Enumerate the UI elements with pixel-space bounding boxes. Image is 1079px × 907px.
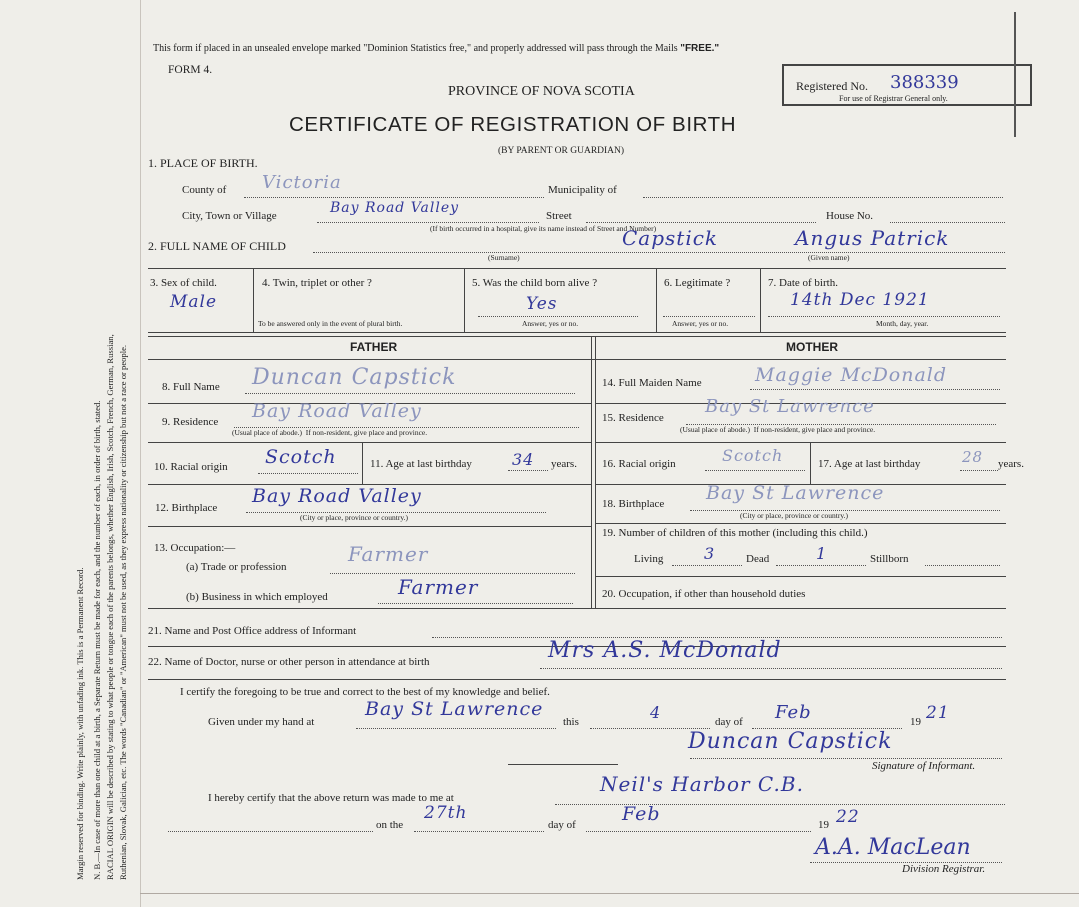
mother-racial-line: [705, 470, 805, 471]
given-under-label: Given under my hand at: [208, 716, 315, 728]
father-business-value: Farmer: [398, 575, 479, 599]
on-the-label: on the: [376, 819, 404, 831]
rule-separator: [508, 764, 618, 765]
registrar-year-value: 22: [836, 807, 860, 827]
mother-abode-note: [680, 425, 875, 434]
county-value: Victoria: [262, 172, 342, 193]
house-label: House No.: [826, 210, 874, 222]
page-subtitle: (BY PARENT OR GUARDIAN): [498, 146, 625, 156]
mother-age-label: 17. Age at last birthday: [818, 458, 921, 470]
this-label: this: [563, 716, 579, 728]
father-years-label: years.: [551, 458, 577, 470]
dob-line: [768, 316, 1000, 317]
city-value: Bay Road Valley: [330, 200, 460, 216]
rule-row3-c1: [253, 268, 254, 332]
margin-line-2: N. B.—In case of more than one child at a birth, a Separate Return must be made for each, and the number of each, in order of birth, stated.: [92, 400, 102, 880]
informant-signature-line: [690, 758, 1002, 759]
legit-line: [663, 316, 755, 317]
mail-notice-free: "FREE.": [680, 43, 720, 54]
given-caption: (Given name): [808, 253, 850, 262]
municipality-label: Municipality of: [548, 184, 617, 196]
certify-statement: I certify the foregoing to be true and correct to the best of my knowledge and belief.: [180, 686, 550, 698]
given-day-value: 4: [650, 703, 662, 722]
given-place-value: Bay St Lawrence: [365, 698, 544, 720]
registrar-year-prefix: 19: [818, 819, 829, 831]
mother-racial-value: Scotch: [722, 446, 784, 465]
rule-f2: [148, 442, 591, 443]
father-residence-label: 9. Residence: [162, 416, 219, 428]
father-birthplace-note: (City or place, province or country.): [300, 513, 409, 522]
dob-value: 14th Dec 1921: [790, 290, 930, 310]
mother-age-line: [960, 470, 998, 471]
father-racial-label: 10. Racial origin: [154, 461, 228, 473]
mother-residence-value: Bay St Lawrence: [705, 396, 875, 417]
father-business-label: (b) Business in which employed: [186, 591, 328, 603]
informant-signature: Duncan Capstick: [688, 729, 893, 754]
street-label: Street: [546, 210, 572, 222]
informant-label: 21. Name and Post Office address of Informant: [148, 625, 357, 637]
dead-line: [776, 565, 866, 566]
father-name-value: Duncan Capstick: [252, 365, 457, 390]
mother-birthplace-note: (City or place, province or country.): [740, 511, 849, 520]
house-line: [890, 222, 1005, 223]
rule-row3-c4: [760, 268, 761, 332]
margin-line-1: Margin reserved for binding. Write plainly, with unfading ink. This is a Permanent Record.: [75, 567, 85, 880]
given-month-value: Feb: [775, 702, 812, 723]
rule-parents-divider: [591, 336, 592, 608]
mother-birthplace-value: Bay St Lawrence: [706, 482, 885, 504]
father-abode-note: [232, 428, 427, 437]
doctor-label: 22. Name of Doctor, nurse or other person in attendance at birth: [148, 656, 430, 668]
legit-caption: Answer, yes or no.: [672, 319, 729, 328]
legit-label: 6. Legitimate ?: [664, 277, 731, 289]
registrar-caption: Division Registrar.: [902, 863, 986, 875]
father-birthplace-label: 12. Birthplace: [155, 502, 218, 514]
bottom-edge: [140, 893, 1079, 894]
mother-name-label: 14. Full Maiden Name: [602, 377, 702, 389]
place-of-birth-label: 1. PLACE OF BIRTH.: [148, 156, 258, 170]
alive-label: 5. Was the child born alive ?: [472, 277, 598, 289]
county-line: [244, 197, 544, 198]
mother-age-value: 28: [962, 448, 984, 466]
registered-label: Registered No.: [796, 79, 868, 93]
county-label: County of: [182, 184, 227, 196]
sex-label: 3. Sex of child.: [150, 277, 217, 289]
form-number: FORM 4.: [168, 64, 213, 76]
child-name-line: [313, 252, 1005, 253]
city-label: City, Town or Village: [182, 210, 277, 222]
father-trade-label: (a) Trade or profession: [186, 561, 287, 573]
registered-number: 388339: [890, 72, 959, 93]
father-occupation-label: 13. Occupation:—: [154, 542, 236, 554]
given-year-value: 21: [926, 703, 950, 723]
alive-caption: Answer, yes or no.: [522, 319, 579, 328]
stillborn-label: Stillborn: [870, 553, 909, 565]
hospital-note: (If birth occurred in a hospital, give its name instead of Street and Number): [430, 224, 657, 233]
mother-name-value: Maggie McDonald: [755, 364, 948, 386]
child-surname: Capstick: [622, 226, 719, 250]
father-residence-value: Bay Road Valley: [252, 400, 422, 422]
father-birthplace-value: Bay Road Valley: [252, 485, 422, 507]
binding-margin: [0, 0, 140, 907]
father-racial-value: Scotch: [265, 446, 337, 468]
father-racial-line: [258, 473, 358, 474]
given-year-prefix: 19: [910, 716, 921, 728]
doctor-value: Mrs A.S. McDonald: [548, 638, 782, 663]
father-age-line: [508, 470, 548, 471]
father-abode-note-a: (Usual place of abode.): [232, 428, 302, 437]
registrar-signature: A.A. MacLean: [815, 835, 971, 860]
rule-row3-top: [148, 268, 1006, 269]
father-trade-value: Farmer: [348, 542, 429, 566]
margin-line-4: Ruthenian, Slovak, Galician, etc. The words "Canadian" or "American" must not be used, as they express nationality or citizenship but not a race or people.: [118, 344, 128, 880]
rule-parents-divider-2: [595, 336, 596, 608]
registrar-month-line: [586, 831, 811, 832]
informant-signature-caption: Signature of Informant.: [872, 760, 976, 772]
mother-racial-label: 16. Racial origin: [602, 458, 676, 470]
registrar-day-of-label: day of: [548, 819, 576, 831]
mother-name-line: [750, 389, 1000, 390]
father-abode-note-b: If non-resident, give place and province.: [305, 428, 428, 437]
living-value: 3: [704, 544, 716, 563]
mother-abode-note-a: (Usual place of abode.): [680, 425, 750, 434]
margin-divider: [140, 0, 141, 907]
registrar-lead-line: [168, 831, 373, 832]
father-name-line: [245, 393, 575, 394]
sex-value: Male: [170, 292, 218, 312]
father-heading: FATHER: [350, 340, 398, 354]
child-name-label: 2. FULL NAME OF CHILD: [148, 239, 286, 253]
living-label: Living: [634, 553, 664, 565]
rule-parents-head: [148, 359, 1006, 360]
mail-notice-text: This form if placed in an unsealed envelope marked "Dominion Statistics free," and properly addressed will pass through the Mails: [153, 43, 678, 54]
rule-parents-top: [148, 336, 1006, 337]
mother-residence-label: 15. Residence: [602, 412, 664, 424]
rule-parents-bottom: [148, 608, 1006, 609]
rule-row3-bottom: [148, 332, 1006, 333]
alive-line: [478, 316, 638, 317]
city-line: [317, 222, 539, 223]
given-place-line: [356, 728, 556, 729]
dob-label: 7. Date of birth.: [768, 277, 838, 289]
given-day-of-label: day of: [715, 716, 743, 728]
stillborn-line: [925, 565, 1000, 566]
twin-note: To be answered only in the event of plural birth.: [258, 319, 403, 328]
mother-years-label: years.: [998, 458, 1024, 470]
page-title: CERTIFICATE OF REGISTRATION OF BIRTH: [289, 113, 737, 136]
surname-caption: (Surname): [488, 253, 520, 262]
rule-22: [148, 679, 1006, 680]
rule-m5: [595, 576, 1006, 577]
dob-caption: Month, day, year.: [876, 319, 929, 328]
dead-label: Dead: [746, 553, 770, 565]
province-heading: PROVINCE OF NOVA SCOTIA: [448, 84, 635, 99]
registrar-month-value: Feb: [622, 803, 661, 825]
rule-m-age: [810, 442, 811, 484]
registrar-day-line: [414, 831, 544, 832]
doctor-line: [540, 668, 1002, 669]
rule-m4: [595, 523, 1006, 524]
dead-value: 1: [816, 544, 828, 563]
street-line: [586, 222, 816, 223]
mail-notice: [153, 42, 719, 55]
margin-line-3: RACIAL ORIGIN will be described by stating to what people or tongue each of the parents belongs, whether English, Irish, Scotch, French, German, Russian,: [105, 334, 115, 880]
rule-f-age: [362, 442, 363, 484]
living-line: [672, 565, 742, 566]
mother-abode-note-b: If non-resident, give place and province.: [753, 425, 876, 434]
father-age-value: 34: [512, 450, 535, 469]
rule-m2: [595, 442, 1006, 443]
registrar-statement: I hereby certify that the above return was made to me at: [208, 792, 454, 804]
registered-note: For use of Registrar General only.: [839, 94, 948, 103]
mother-occupation-label: 20. Occupation, if other than household duties: [602, 588, 806, 600]
twin-label: 4. Twin, triplet or other ?: [262, 277, 372, 289]
rule-row3-c2: [464, 268, 465, 332]
father-name-label: 8. Full Name: [162, 381, 220, 393]
mother-children-label: 19. Number of children of this mother (including this child.): [602, 527, 868, 539]
father-age-label: 11. Age at last birthday: [370, 458, 472, 470]
father-business-line: [378, 603, 573, 604]
alive-value: Yes: [526, 294, 558, 314]
pencil-mark: [1014, 12, 1016, 137]
rule-f4: [148, 526, 591, 527]
mother-birthplace-label: 18. Birthplace: [602, 498, 665, 510]
registrar-day-value: 27th: [424, 803, 468, 823]
child-given-name: Angus Patrick: [795, 226, 950, 250]
registration-box: [782, 64, 1032, 106]
rule-row3-c3: [656, 268, 657, 332]
registrar-place-value: Neil's Harbor C.B.: [600, 772, 804, 796]
municipality-line: [643, 197, 1003, 198]
mother-heading: MOTHER: [786, 340, 838, 354]
father-trade-line: [330, 573, 575, 574]
